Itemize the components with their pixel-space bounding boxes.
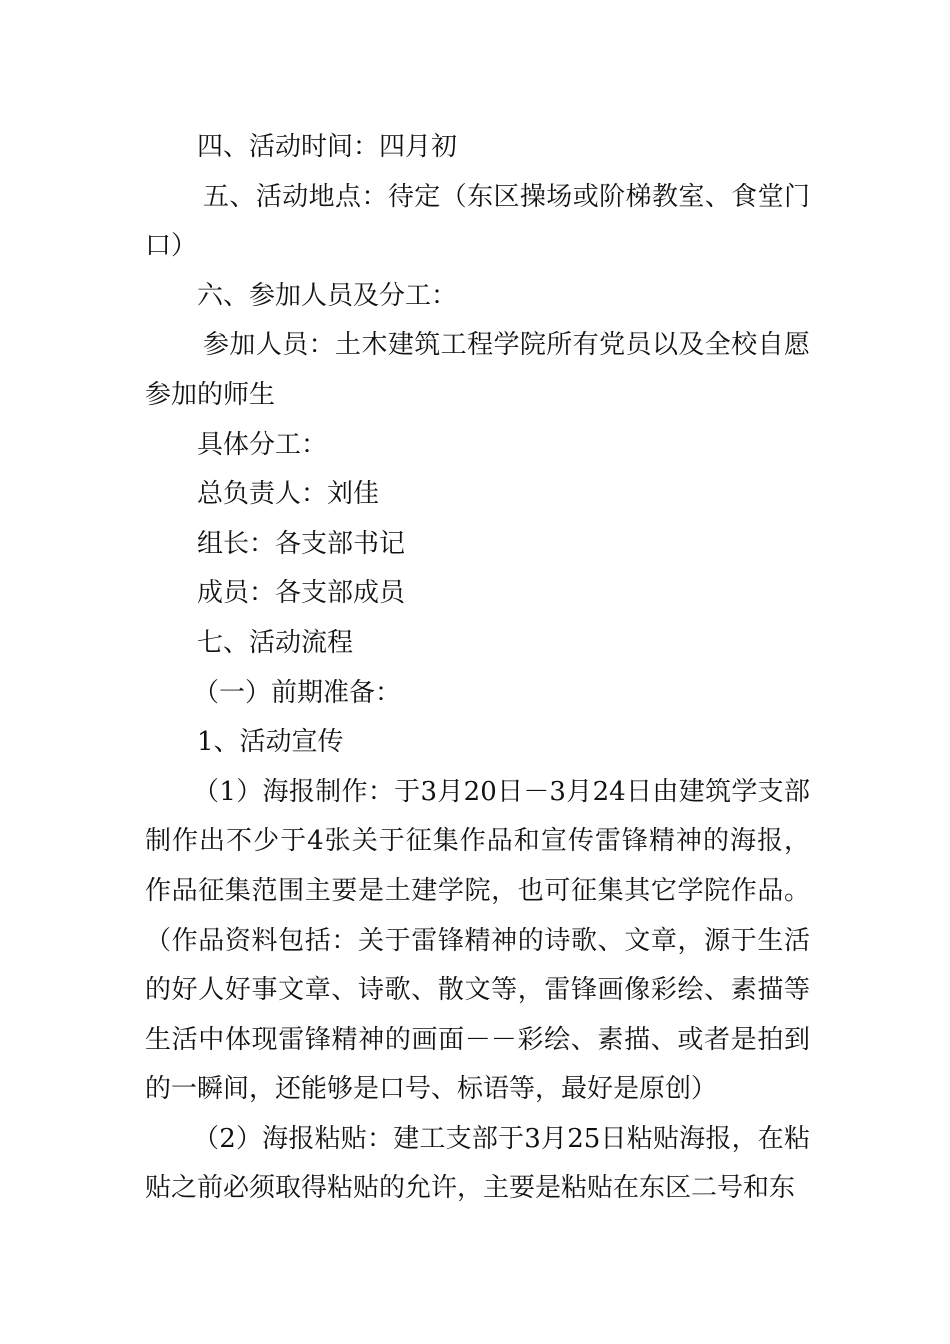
participants-paragraph: 参加人员：土木建筑工程学院所有党员以及全校自愿参加的师生 — [145, 330, 810, 410]
chief-leader-line: 总负责人：刘佳 — [197, 479, 380, 510]
publicity-subheading: 1、活动宣传 — [197, 727, 344, 758]
team-leader-line: 组长：各支部书记 — [197, 528, 406, 559]
poster-posting-paragraph: （2）海报粘贴：建工支部于3月25日粘贴海报，在粘贴之前必须取得粘贴的允许，主要是粘贴在东区二号和东 — [145, 1123, 810, 1204]
document-body — [145, 123, 810, 1214]
section-seven-process-heading: 七、活动流程 — [197, 627, 354, 658]
division-heading: 具体分工： — [197, 429, 328, 460]
section-four-time: 四、活动时间：四月初 — [197, 132, 458, 162]
preparation-subheading: （一）前期准备： — [193, 677, 402, 708]
members-line: 成员：各支部成员 — [197, 578, 406, 609]
section-five-location: 五、活动地点：待定（东区操场或阶梯教室、食堂门口） — [145, 181, 810, 262]
poster-making-paragraph: （1）海报制作：于3月20日－3月24日由建筑学支部制作出不少于4张关于征集作品和宣传雷锋精神的海报，作品征集范围主要是土建学院，也可征集其它学院作品。（作品资料包括：关于雷锋精神的诗歌、文章，源于生活的好人好事文章、诗歌、散文等，雷锋画像彩绘、素描等生活中体现雷锋精神的画面－－彩绘、素描、或者是拍到的一瞬间，还能够是口号、标语等，最好是原创） — [145, 776, 810, 1105]
section-six-participants-heading: 六、参加人员及分工： — [197, 280, 458, 311]
